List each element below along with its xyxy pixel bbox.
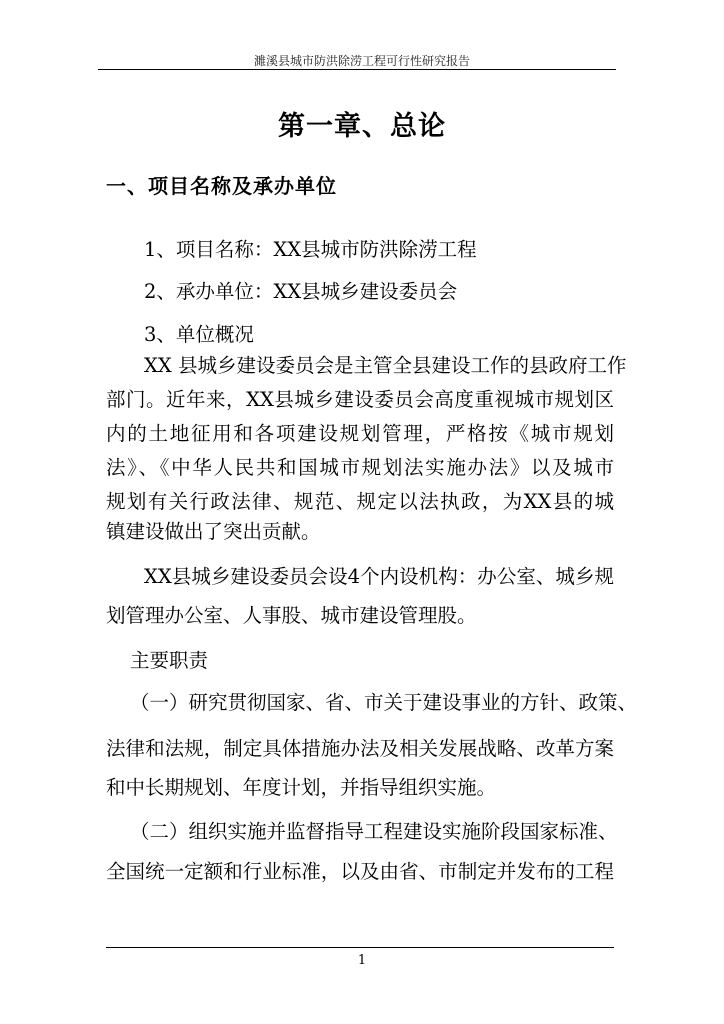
duty2-line: 全国统一定额和行业标准，以及由省、市制定并发布的工程 [106, 860, 614, 883]
duties-heading: 主要职责 [130, 649, 209, 672]
unit-overview-item: 3、单位概况 [144, 323, 254, 346]
para1-line: 内的土地征用和各项建设规划管理，严格按《城市规划 [106, 422, 614, 445]
para1-line: 镇建设做出了突出贡献。 [106, 520, 321, 543]
duty1-line: （一）研究贯彻国家、省、市关于建设事业的方针、政策、 [130, 691, 638, 714]
organizer-item: 2、承办单位：XX县城乡建设委员会 [144, 280, 458, 303]
para2-line: XX县城乡建设委员会设4个内设机构：办公室、城乡规 [144, 565, 614, 588]
page-header-title: 濉溪县城市防洪除涝工程可行性研究报告 [253, 54, 470, 68]
header-rule [98, 69, 616, 70]
page-number: 1 [357, 953, 367, 968]
para2-line: 划管理办公室、人事股、城市建设管理股。 [106, 604, 477, 627]
project-name-item: 1、项目名称：XX县城市防洪除涝工程 [144, 238, 477, 261]
chapter-title: 第一章、总论 [278, 111, 446, 142]
para1-line: 部门。近年来，XX县城乡建设委员会高度重视城市规划区 [106, 388, 614, 411]
para1-line: 法》、《中华人民共和国城市规划法实施办法》以及城市 [106, 456, 614, 479]
duty1-line: 法律和法规，制定具体措施办法及相关发展战略、改革方案 [106, 737, 614, 760]
footer-rule [106, 947, 614, 948]
para1-line: XX 县城乡建设委员会是主管全县建设工作的县政府工作 [144, 354, 627, 377]
section-heading: 一、项目名称及承办单位 [106, 174, 337, 198]
para1-line: 规划有关行政法律、规范、规定以法执政，为XX县的城 [106, 490, 614, 513]
duty2-line: （二）组织实施并监督指导工程建设实施阶段国家标准、 [130, 820, 618, 843]
duty1-line: 和中长期规划、年度计划，并指导组织实施。 [106, 776, 497, 799]
